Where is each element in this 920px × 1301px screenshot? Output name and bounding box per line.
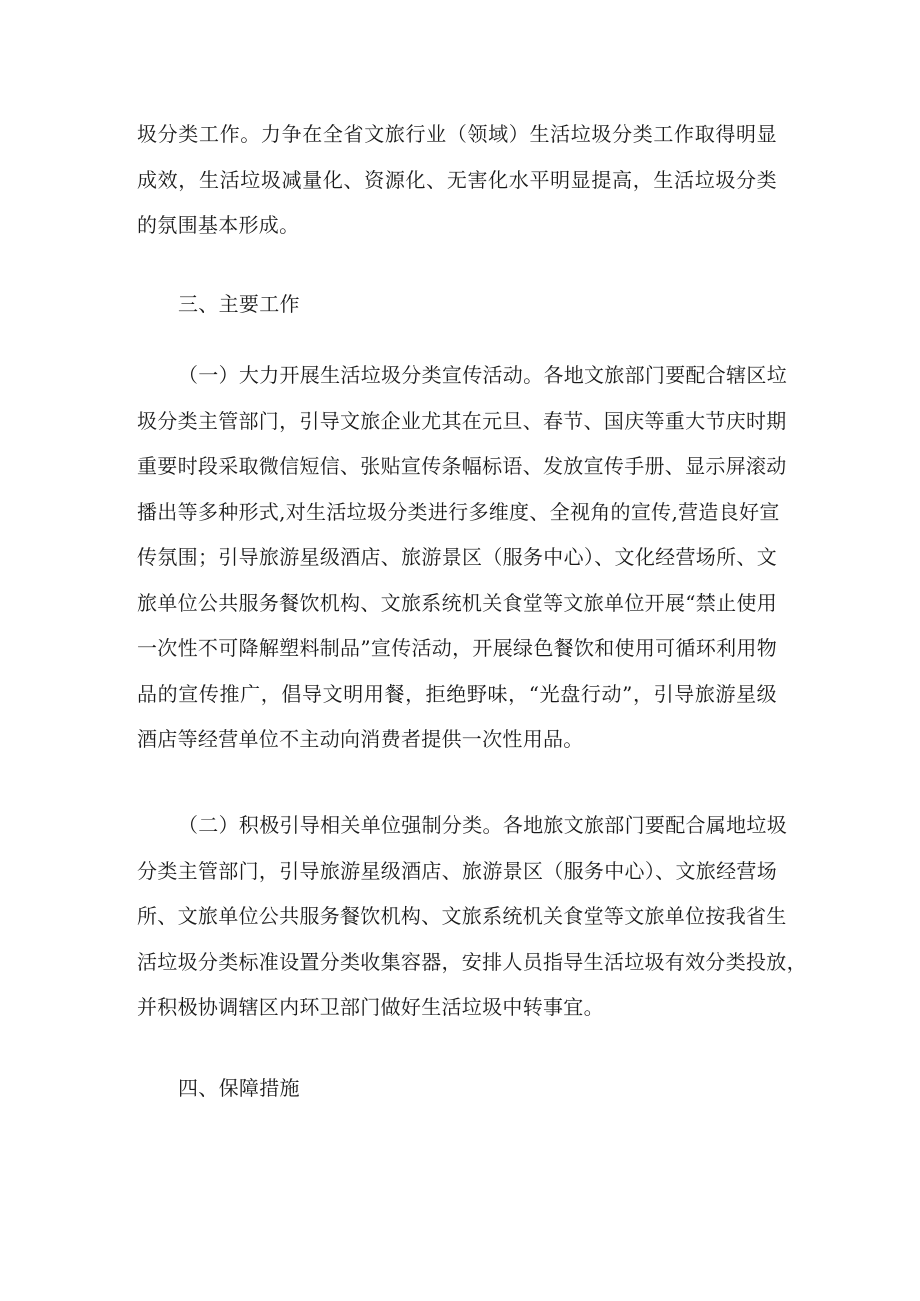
text-line: （二）积极引导相关单位强制分类。各地旅文旅部门要配合属地垃圾 — [178, 813, 787, 837]
text-line: 圾分类主管部门，引导文旅企业尤其在元旦、春节、国庆等重大节庆时期 — [137, 408, 787, 433]
text-line: 播出等多种形式,对生活垃圾分类进行多维度、全视角的宣传,营造良好宣 — [137, 499, 780, 524]
text-line: 所、文旅单位公共服务餐饮机构、文旅系统机关食堂等文旅单位按我省生 — [137, 904, 787, 928]
paragraph-publicity — [137, 353, 787, 763]
text-line: 重要时段采取微信短信、张贴宣传条幅标语、发放宣传手册、显示屏滚动 — [137, 454, 787, 478]
text-line: 并积极协调辖区内环卫部门做好生活垃圾中转事宜。 — [137, 995, 604, 1019]
text-line: 成效，生活垃圾减量化、资源化、无害化水平明显提高，生活垃圾分类 — [137, 167, 777, 192]
text-line: （一）大力开展生活垃圾分类宣传活动。各地文旅部门要配合辖区垃 — [178, 363, 787, 387]
text-line: 的氛围基本形成。 — [137, 213, 300, 237]
text-line: 圾分类工作。力争在全省文旅行业（领域）生活垃圾分类工作取得明显 — [137, 122, 777, 146]
text-line: 品的宣传推广，倡导文明用餐，拒绝野味，“光盘行动”，引导旅游星级 — [137, 681, 777, 706]
text-line: 活垃圾分类标准设置分类收集容器，安排人员指导生活垃圾有效分类投放， — [137, 949, 807, 974]
text-line: 一次性不可降解塑料制品”宣传活动，开展绿色餐饮和使用可循环利用物 — [137, 636, 777, 660]
paragraph-goal — [137, 112, 777, 249]
text-line: 旅单位公共服务餐饮机构、文旅系统机关食堂等文旅单位开展“禁止使用 — [137, 590, 777, 615]
section-heading-main-work: 三、主要工作 — [178, 292, 300, 316]
section-heading-safeguards: 四、保障措施 — [178, 1076, 300, 1100]
text-line: 酒店等经营单位不主动向消费者提供一次性用品。 — [137, 727, 584, 751]
paragraph-mandatory-sorting — [137, 803, 807, 1031]
text-line: 分类主管部门，引导旅游星级酒店、旅游景区（服务中心）、文旅经营场 — [137, 858, 777, 883]
text-line: 传氛围；引导旅游星级酒店、旅游景区（服务中心）、文化经营场所、文 — [137, 545, 777, 569]
